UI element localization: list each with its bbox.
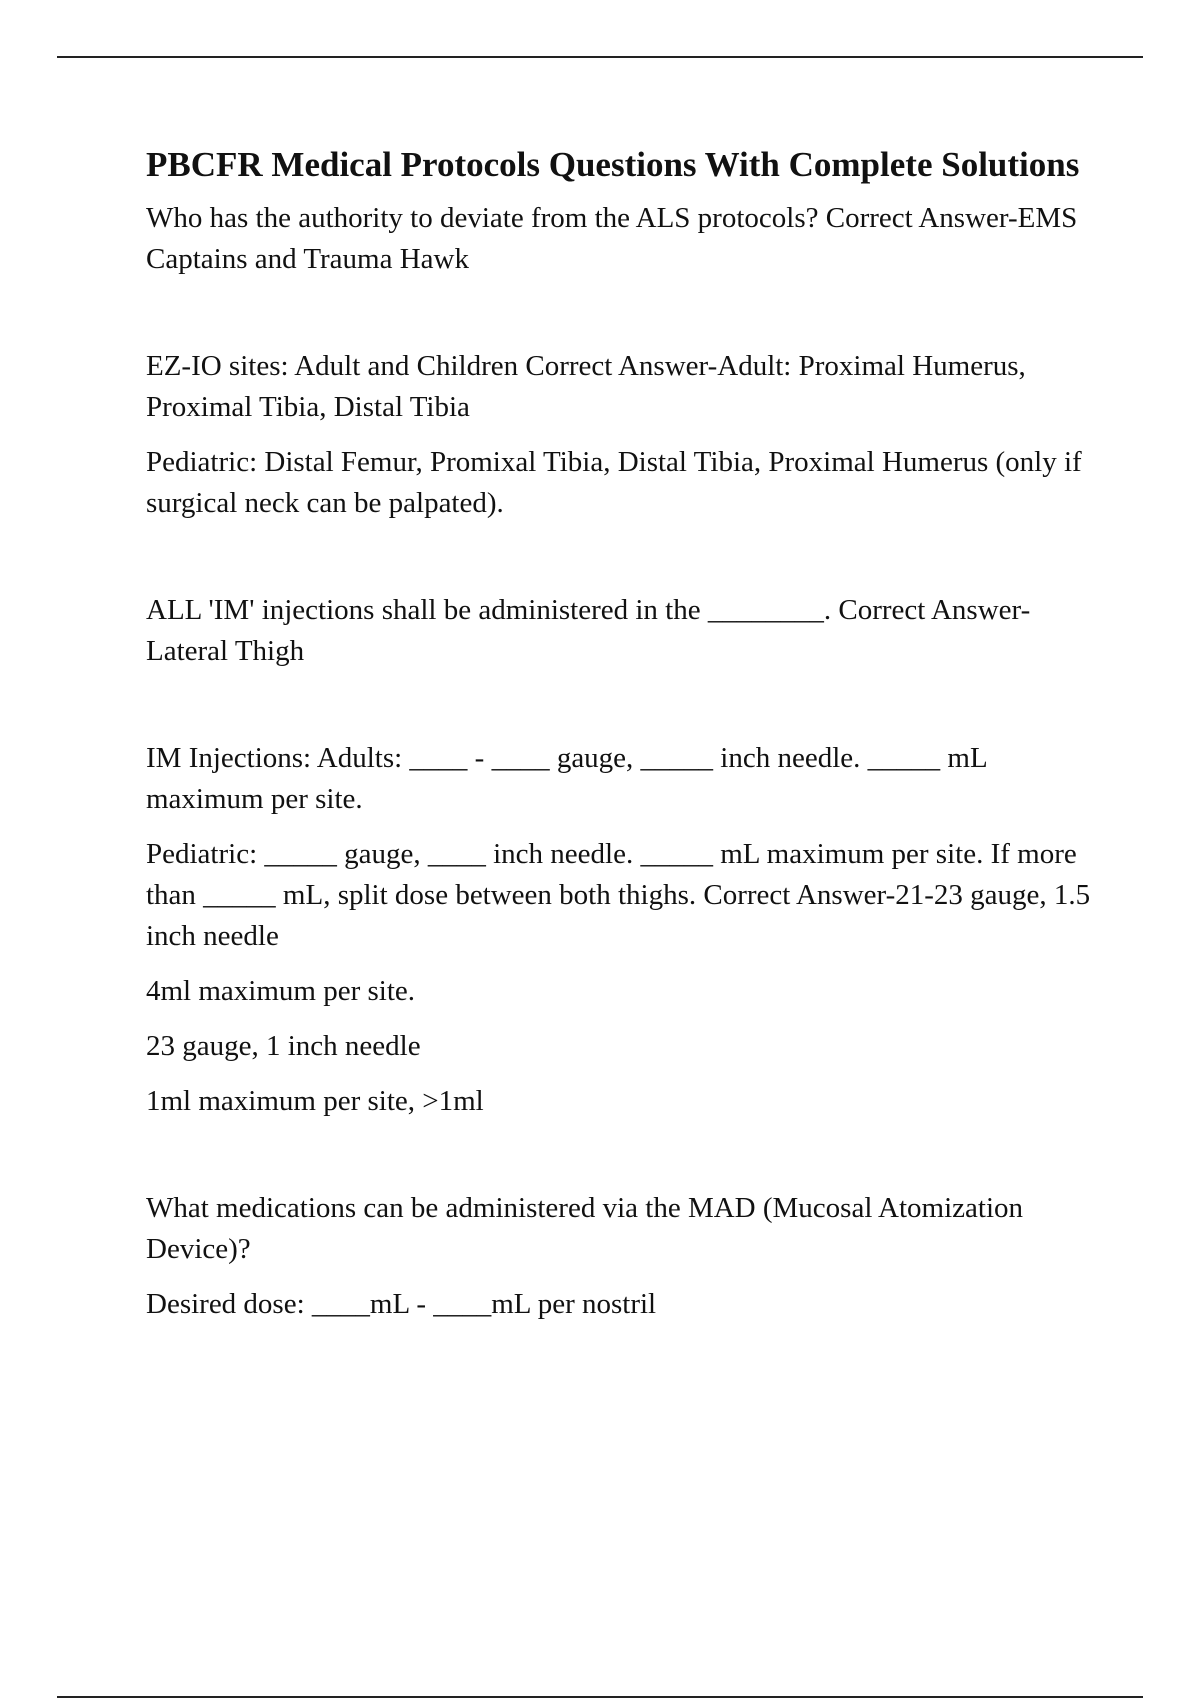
document-body [146, 140, 1091, 1325]
qa-text: What medications can be administered via the MAD (Mucosal Atomization Device)? [146, 1192, 1024, 1265]
footer-rule [57, 1696, 1143, 1698]
qa-item-im-needles [146, 738, 1091, 1122]
qa-text: IM Injections: Adults: ____ - ____ gauge, _____ inch needle. _____ mL maximum per site. [146, 742, 987, 815]
qa-text: Pediatric: _____ gauge, ____ inch needle. _____ mL maximum per site. If more than _____ mL, split dose between both thighs. Correct Answer-21-23 gauge, 1.5 inch needle [146, 838, 1091, 952]
qa-item-ez-io-sites [146, 346, 1091, 524]
document-title: PBCFR Medical Protocols Questions With Complete Solutions [146, 145, 1080, 184]
qa-text: Who has the authority to deviate from the ALS protocols? Correct Answer-EMS Captains and Trauma Hawk [146, 202, 1078, 275]
qa-text: EZ-IO sites: Adult and Children Correct Answer-Adult: Proximal Humerus, Proximal Tibia, Distal Tibia [146, 350, 1026, 423]
qa-text: 23 gauge, 1 inch needle [146, 1030, 421, 1062]
qa-text: Desired dose: ____mL - ____mL per nostril [146, 1288, 657, 1320]
qa-item-authority [146, 198, 1091, 280]
qa-item-im-site [146, 590, 1091, 672]
qa-text: 4ml maximum per site. [146, 975, 416, 1007]
qa-item-mad [146, 1188, 1091, 1325]
header-rule [57, 56, 1143, 58]
qa-text: Pediatric: Distal Femur, Promixal Tibia, Distal Tibia, Proximal Humerus (only if surgical neck can be palpated). [146, 446, 1082, 519]
qa-text: ALL 'IM' injections shall be administered in the ________. Correct Answer-Lateral Thigh [146, 594, 1031, 667]
qa-text: 1ml maximum per site, >1ml [146, 1085, 484, 1117]
